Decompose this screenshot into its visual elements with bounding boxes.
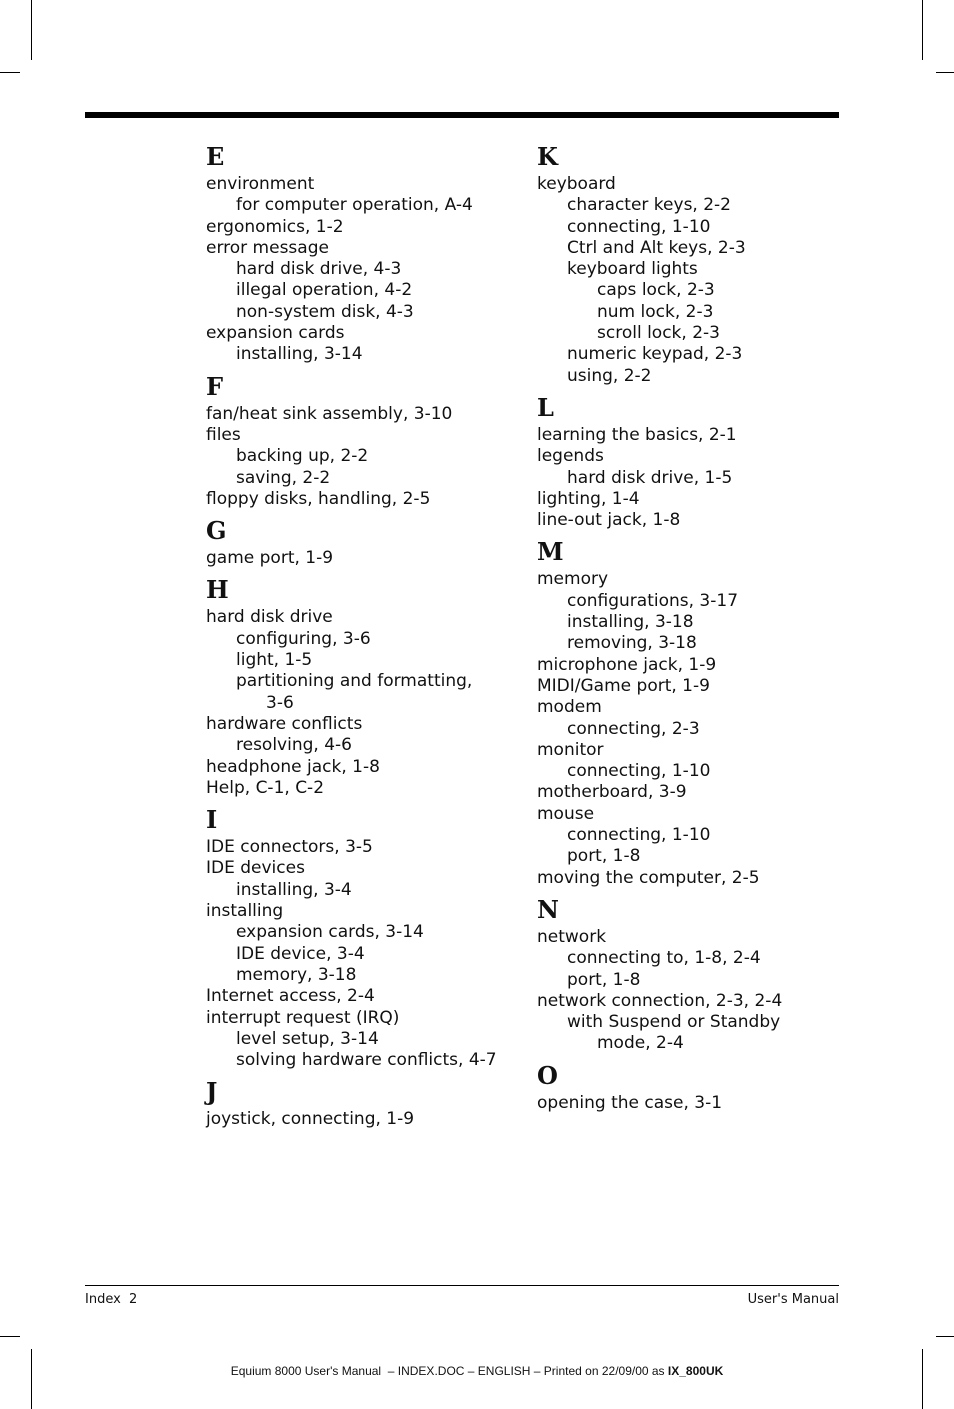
index-entry: MIDI/Game port, 1-9	[537, 675, 710, 696]
index-entry: moving the computer, 2-5	[537, 867, 760, 888]
index-entry: error message	[206, 237, 329, 258]
section-letter: J	[206, 1077, 218, 1107]
footer-rule	[85, 1285, 839, 1286]
index-subentry: 3-6	[266, 692, 294, 713]
index-entry: fan/heat sink assembly, 3-10	[206, 403, 453, 424]
index-subentry: Ctrl and Alt keys, 2-3	[567, 237, 746, 258]
index-subentry: installing, 3-14	[236, 344, 363, 365]
section-letter: G	[206, 516, 227, 546]
index-subentry: expansion cards, 3-14	[236, 922, 424, 943]
index-subentry: resolving, 4-6	[236, 735, 352, 756]
index-entry: joystick, connecting, 1-9	[206, 1109, 415, 1130]
index-subentry: using, 2-2	[567, 365, 652, 386]
print-info-line	[0, 1364, 954, 1378]
index-column-left	[206, 142, 526, 1131]
index-subentry: connecting, 1-10	[567, 216, 711, 237]
index-entry: headphone jack, 1-8	[206, 756, 380, 777]
index-entry: Help, C-1, C-2	[206, 777, 325, 798]
section-letter: L	[537, 392, 554, 422]
index-subentry: connecting, 1-10	[567, 825, 711, 846]
index-subentry: saving, 2-2	[236, 467, 331, 488]
section-letter: O	[537, 1060, 558, 1090]
index-subentry: level setup, 3-14	[236, 1028, 379, 1049]
index-entry: line-out jack, 1-8	[537, 510, 681, 531]
index-subentry: mode, 2-4	[597, 1033, 684, 1054]
index-entry: keyboard	[537, 174, 616, 194]
index-subentry: hard disk drive, 1-5	[567, 467, 733, 488]
crop-mark	[936, 72, 954, 73]
section-letter: F	[206, 371, 224, 401]
index-entry: legends	[537, 446, 604, 467]
index-entry: motherboard, 3-9	[537, 782, 687, 803]
index-entry: Internet access, 2-4	[206, 986, 375, 1007]
index-entry: memory	[537, 569, 609, 590]
index-entry: hardware conflicts	[206, 713, 363, 734]
index-entry: IDE connectors, 3-5	[206, 837, 373, 858]
index-subentry: scroll lock, 2-3	[597, 323, 720, 344]
index-entry: opening the case, 3-1	[537, 1092, 723, 1113]
index-entry: learning the basics, 2-1	[537, 424, 737, 445]
index-entry: installing	[206, 901, 284, 922]
print-info-file: IX_800UK	[667, 1364, 724, 1378]
index-subentry: backing up, 2-2	[236, 446, 369, 467]
crop-mark	[31, 1349, 32, 1409]
crop-mark	[936, 1336, 954, 1337]
index-subentry: connecting to, 1-8, 2-4	[567, 948, 761, 969]
index-subentry: memory, 3-18	[236, 964, 357, 985]
index-entry: microphone jack, 1-9	[537, 654, 717, 675]
index-entry: ergonomics, 1-2	[206, 216, 344, 237]
index-subentry: connecting, 2-3	[567, 718, 700, 739]
crop-mark	[0, 72, 20, 73]
index-subentry: installing, 3-18	[567, 612, 694, 633]
index-entry: environment	[206, 174, 315, 194]
crop-mark	[31, 0, 32, 60]
crop-mark	[0, 1336, 20, 1337]
index-subentry: character keys, 2-2	[567, 195, 731, 216]
index-entry: game port, 1-9	[206, 548, 334, 569]
index-subentry: installing, 3-4	[236, 879, 352, 900]
index-subentry: port, 1-8	[567, 846, 641, 867]
section-letter: N	[537, 894, 559, 924]
index-subentry: port, 1-8	[567, 969, 641, 990]
print-info-text: Equium 8000 User's Manual – INDEX.DOC – ENGLISH – Printed on 22/09/00 as	[230, 1364, 668, 1378]
section-letter: K	[537, 142, 558, 171]
index-subentry: non-system disk, 4-3	[236, 301, 414, 322]
index-subentry: solving hardware conflicts, 4-7	[236, 1050, 497, 1071]
index-entry: network connection, 2-3, 2-4	[537, 990, 783, 1011]
section-letter: M	[537, 537, 564, 567]
index-entry: lighting, 1-4	[537, 488, 640, 509]
index-subentry: for computer operation, A-4	[236, 195, 473, 216]
index-subentry: configurations, 3-17	[567, 590, 739, 611]
index-entry: modem	[537, 697, 602, 718]
index-subentry: connecting, 1-10	[567, 761, 711, 782]
index-entry: expansion cards	[206, 323, 345, 344]
index-subentry: with Suspend or Standby	[567, 1012, 781, 1033]
index-subentry: keyboard lights	[567, 259, 698, 280]
index-subentry: hard disk drive, 4-3	[236, 259, 402, 280]
index-subentry: caps lock, 2-3	[597, 280, 715, 301]
index-subentry: light, 1-5	[236, 650, 313, 671]
index-entry: monitor	[537, 739, 604, 760]
crop-mark	[922, 1349, 923, 1409]
index-subentry: numeric keypad, 2-3	[567, 344, 743, 365]
manual-title: User's Manual	[747, 1292, 839, 1307]
index-entry: interrupt request (IRQ)	[206, 1007, 400, 1028]
section-letter: H	[206, 575, 229, 605]
index-entry: network	[537, 926, 607, 947]
header-rule	[85, 112, 839, 118]
index-subentry: illegal operation, 4-2	[236, 280, 413, 301]
index-entry: floppy disks, handling, 2-5	[206, 488, 431, 509]
index-entry: IDE devices	[206, 858, 305, 879]
index-entry: hard disk drive	[206, 607, 333, 628]
index-entry: files	[206, 424, 241, 445]
index-subentry: partitioning and formatting,	[236, 671, 473, 692]
index-subentry: configuring, 3-6	[236, 628, 371, 649]
page-number: Index 2	[85, 1292, 138, 1307]
index-column-right	[537, 142, 857, 1114]
index-subentry: removing, 3-18	[567, 633, 697, 654]
index-subentry: num lock, 2-3	[597, 301, 714, 322]
section-letter: I	[206, 805, 218, 835]
index-subentry: IDE device, 3-4	[236, 943, 365, 964]
section-letter: E	[206, 142, 225, 171]
crop-mark	[922, 0, 923, 60]
index-entry: mouse	[537, 803, 595, 824]
